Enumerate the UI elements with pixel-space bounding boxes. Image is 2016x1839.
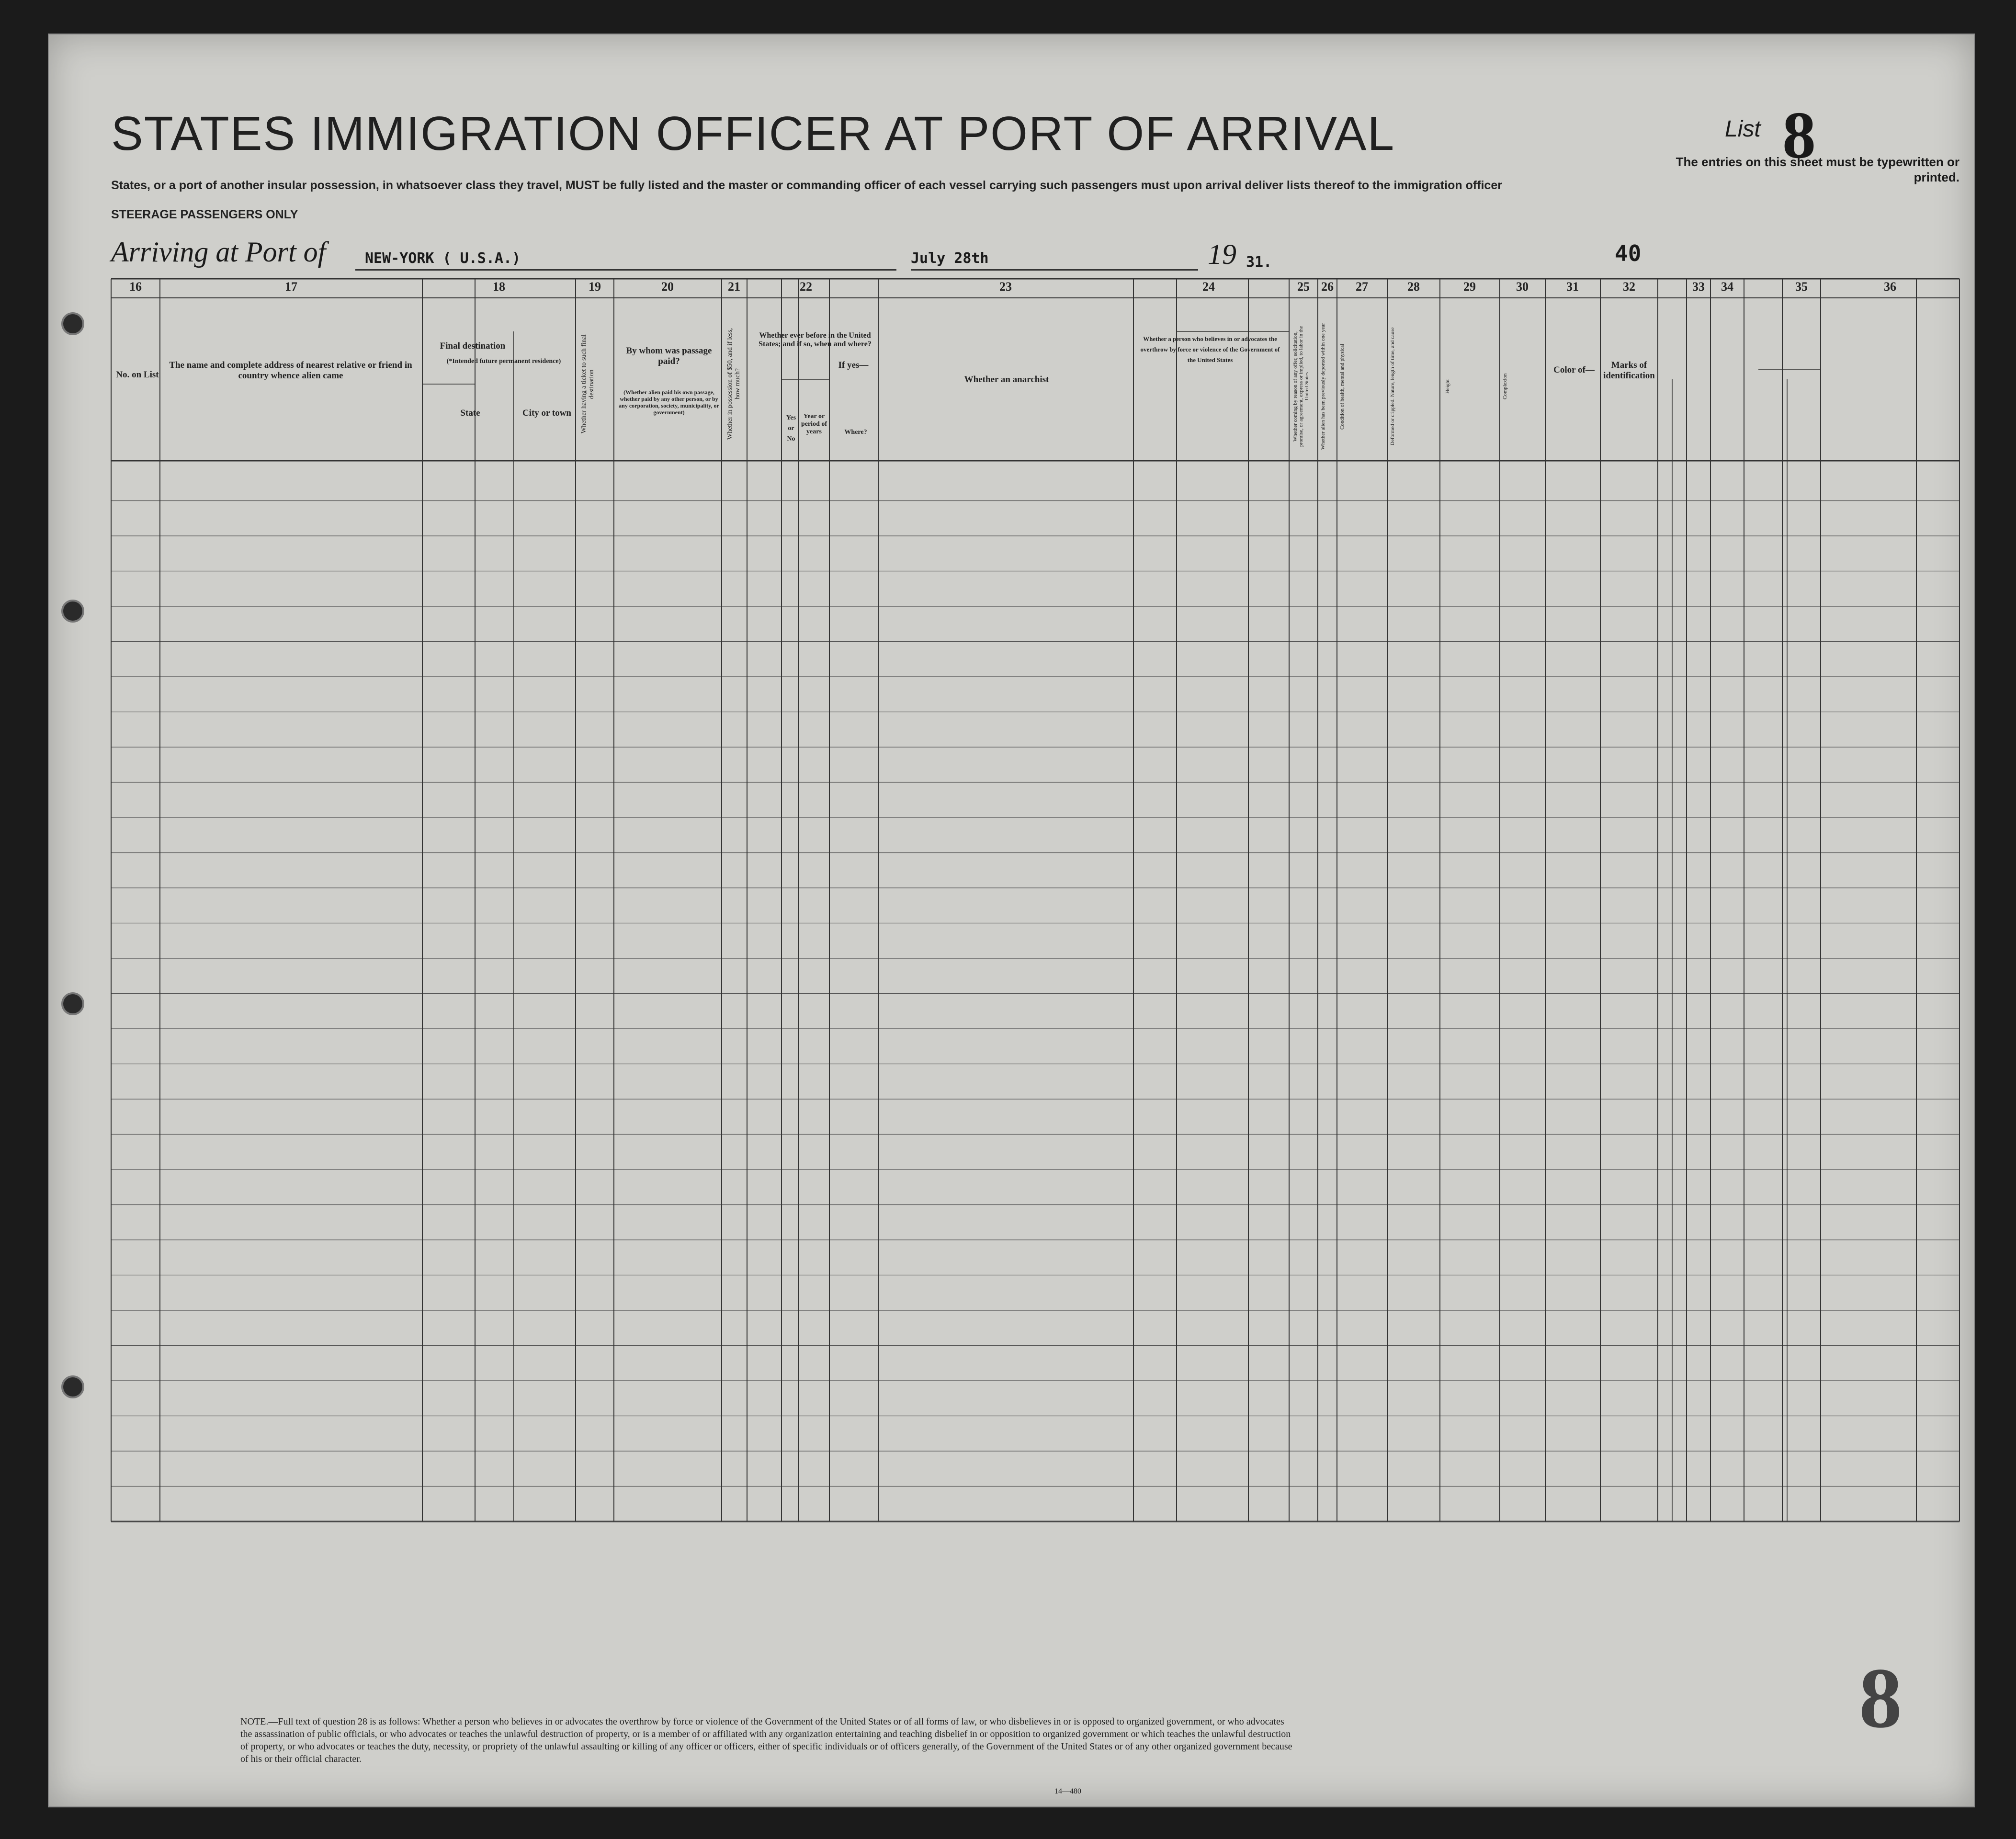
col-header-destination-sub: (*Intended future permanent residence) — [446, 358, 561, 365]
col-header-labor-offer: Height — [1445, 379, 1450, 394]
column-number: 17 — [285, 280, 297, 294]
column-number: 26 — [1321, 280, 1334, 294]
column-number: 32 — [1623, 280, 1635, 294]
column-number: 25 — [1297, 280, 1310, 294]
column-number: 19 — [589, 280, 601, 294]
port-value: NEW-YORK ( U.S.A.) — [365, 250, 521, 267]
col-header-purpose-b — [1193, 351, 1222, 456]
arriving-label: Arriving at Port of — [111, 236, 326, 268]
corner-number: 8 — [1859, 1650, 1902, 1746]
column-number: 29 — [1463, 280, 1476, 294]
col-header-purpose-a — [1143, 351, 1172, 456]
column-number: 33 — [1692, 280, 1705, 294]
column-number: 27 — [1356, 280, 1368, 294]
col-header-before: Whether ever before in the United States; and if so, when and where? — [759, 331, 872, 348]
col-header-yesno: Yes or No — [786, 414, 796, 443]
col-header-where: Where? — [844, 429, 867, 436]
col-header-money: Whether in possession of $50, and if less, how much? — [726, 328, 741, 440]
col-header-destination: Final destination — [440, 341, 506, 351]
column-number: 31 — [1566, 280, 1579, 294]
form-instruction: States, or a port of another insular possession, in whatsoever class they travel, MUST be fully listed and the master or commanding officer of each vessel carrying such passengers must upon arrival deliver lists thereof to the immigration officer — [111, 179, 1502, 192]
year-prefix: 19 — [1208, 238, 1236, 270]
col-header-ticket: Whether having a ticket to such final destination — [580, 334, 595, 434]
footnote: NOTE.—Full text of question 28 is as follows: Whether a person who believes in or advocates the overthrow by force or violence of the Government of the United States or of all forms of law, or who disbelieves in or is opposed to organized government, or who advocates the assassination of public officials, or who advocates or teaches the unlawful destruction of property, or is a member of or affiliated with any organization entertaining and teaching disbelief in or opposition to organized government or which teaches the unlawful destruction of property, or who advocates or teaches the duty, necessity, or propriety of the unlawful assaulting or killing of any officer or officers, either of specific individuals or of officers generally, of the Government of the United States or of any other organized government because of his or their official character. — [240, 1716, 1292, 1764]
col-header-paid: By whom was passage paid? — [626, 346, 712, 366]
col-header-deported: Complexion — [1502, 373, 1508, 400]
table-grid — [49, 34, 1974, 1806]
list-label: List — [1725, 116, 1761, 142]
col-header-year: Year or period of years — [801, 413, 827, 435]
column-number: 20 — [661, 280, 674, 294]
col-header-paid-sub: (Whether alien paid his own passage, whether paid by any other person, or by any corporation, society, municipality, or government) — [619, 389, 719, 416]
col-header-join: Whether an anarchist — [964, 375, 1049, 385]
form-title: STATES IMMIGRATION OFFICER AT PORT OF ARRIVAL — [111, 107, 1395, 160]
col-header-anarchist: Condition of health, mental and physical — [1339, 343, 1345, 430]
col-header-purpose: Whether a person who believes in or advocates the overthrow by force or violence of the Government of the United States — [1140, 335, 1280, 363]
column-number: 21 — [728, 280, 740, 294]
column-number: 30 — [1516, 280, 1529, 294]
col-header-health: Color of— — [1553, 365, 1595, 375]
column-number: 23 — [999, 280, 1012, 294]
column-number: 16 — [129, 280, 142, 294]
col-header-city: City or town — [522, 408, 572, 418]
typed-note: The entries on this sheet must be typewritten or printed. — [1676, 155, 1959, 184]
col-header-deformed: Marks of identification — [1603, 360, 1655, 381]
column-number: 28 — [1407, 280, 1420, 294]
column-number: 36 — [1884, 280, 1896, 294]
column-number: 35 — [1795, 280, 1808, 294]
form-number: 14—480 — [1054, 1787, 1081, 1795]
column-number: 18 — [493, 280, 505, 294]
col-header-state: State — [460, 408, 480, 418]
col-header-relative: The name and complete address of nearest relative or friend in country whence alien came — [169, 360, 412, 381]
steerage-label: STEERAGE PASSENGERS ONLY — [111, 208, 298, 221]
col-header-ifyes: If yes— — [838, 360, 869, 370]
col-header-purpose-c — [1256, 351, 1284, 456]
year-suffix: 31. — [1246, 254, 1272, 271]
list-number: 8 — [1782, 98, 1816, 172]
col-header-prison: Whether coming by reason of any offer, solicitation, promise, or agreement, express or implied, to labor in the United States — [1292, 326, 1310, 447]
manifest-sheet — [48, 34, 1975, 1807]
col-header-polygamist: Whether alien has been previously deported within one year — [1320, 323, 1326, 450]
column-number: 34 — [1721, 280, 1733, 294]
column-number: 24 — [1202, 280, 1215, 294]
col-header-overthrow: Deformed or crippled. Nature, length of time, and cause — [1390, 327, 1395, 446]
column-number: 22 — [800, 280, 812, 294]
page-code: 40 — [1615, 240, 1642, 266]
date-value: July 28th — [911, 250, 989, 267]
col-header-no: No. on List — [116, 370, 159, 380]
